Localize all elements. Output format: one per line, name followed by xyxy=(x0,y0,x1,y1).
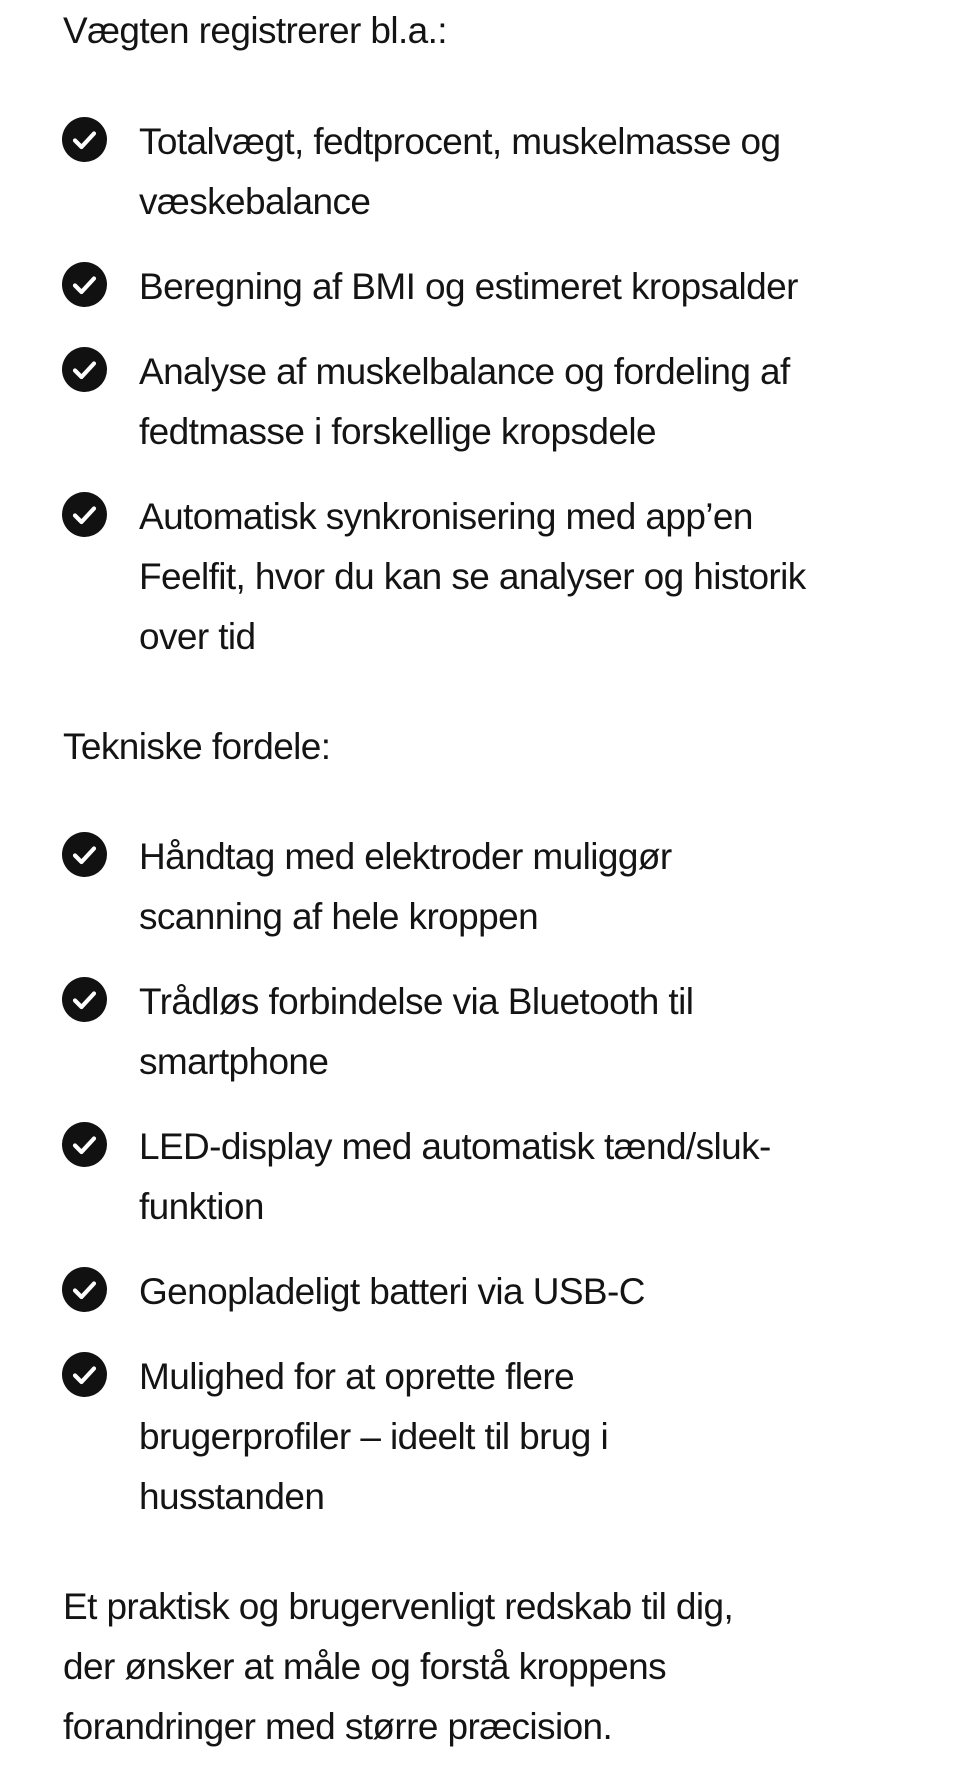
list-item-text: over tid xyxy=(139,616,256,657)
list-item-text: scanning af hele kroppen xyxy=(139,896,539,937)
measurements-heading: Vægten registrerer bl.a.: xyxy=(63,10,447,51)
list-item-text: Totalvægt, fedtprocent, muskelmasse og xyxy=(139,121,781,162)
list-item-text: fedtmasse i forskellige kropsdele xyxy=(139,411,656,452)
check-circle-icon xyxy=(62,1122,107,1167)
check-circle-icon xyxy=(62,1352,107,1397)
list-item-text: LED-display med automatisk tænd/sluk- xyxy=(139,1126,771,1167)
list-item-text: smartphone xyxy=(139,1041,329,1082)
list-item-text: Analyse af muskelbalance og fordeling af xyxy=(139,351,790,392)
technical-heading: Tekniske fordele: xyxy=(63,726,331,767)
closing-text: forandringer med større præcision. xyxy=(63,1706,613,1747)
list-item-text: Håndtag med elektroder muliggør xyxy=(139,836,672,877)
list-item-text: Feelfit, hvor du kan se analyser og historik xyxy=(139,556,806,597)
list-item-text: Trådløs forbindelse via Bluetooth til xyxy=(139,981,694,1022)
list-item-text: Genopladeligt batteri via USB-C xyxy=(139,1271,645,1312)
check-circle-icon xyxy=(62,977,107,1022)
check-circle-icon xyxy=(62,347,107,392)
list-item-text: husstanden xyxy=(139,1476,325,1517)
check-circle-icon xyxy=(62,262,107,307)
check-circle-icon xyxy=(62,492,107,537)
list-item-text: brugerprofiler – ideelt til brug i xyxy=(139,1416,609,1457)
list-item-text: Automatisk synkronisering med app’en xyxy=(139,496,753,537)
closing-text: der ønsker at måle og forstå kroppens xyxy=(63,1646,666,1687)
list-item-text: funktion xyxy=(139,1186,264,1227)
closing-text: Et praktisk og brugervenligt redskab til dig, xyxy=(63,1586,734,1627)
check-circle-icon xyxy=(62,1267,107,1312)
list-item-text: Beregning af BMI og estimeret kropsalder xyxy=(139,266,798,307)
list-item-text: Mulighed for at oprette flere xyxy=(139,1356,575,1397)
check-circle-icon xyxy=(62,832,107,877)
check-circle-icon xyxy=(62,117,107,162)
list-item-text: væskebalance xyxy=(139,181,371,222)
